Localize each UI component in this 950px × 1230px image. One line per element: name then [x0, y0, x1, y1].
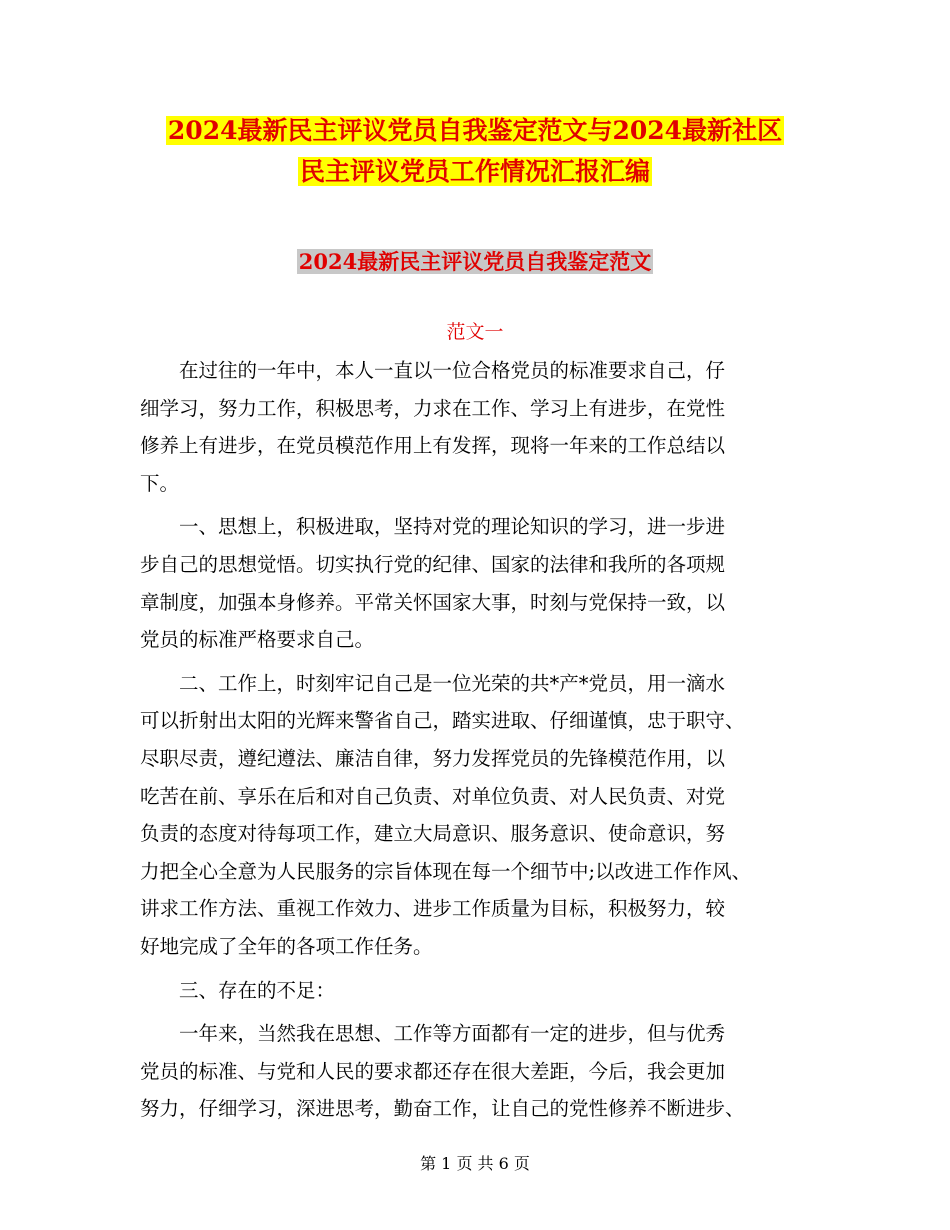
document-title-line-1: [0, 111, 950, 151]
paragraph-line: 力把全心全意为人民服务的宗旨体现在每一个细节中;以改进工作作风、: [140, 859, 752, 883]
paragraph-line: 党员的标准严格要求自己。: [140, 628, 375, 652]
page-footer: 第 1 页 共 6 页: [420, 1154, 530, 1173]
document-title-line-2: [0, 152, 950, 192]
body-paragraph: [140, 972, 820, 1010]
paragraph-line: 三、存在的不足：: [179, 978, 336, 1002]
body-paragraph: [140, 352, 820, 502]
body-paragraph: [140, 665, 820, 966]
paragraph-line: 努力，仔细学习，深进思考，勤奋工作，让自己的党性修养不断进步、: [140, 1097, 745, 1121]
document-subtitle: [0, 244, 950, 280]
paragraph-line: 章制度，加强本身修养。平常关怀国家大事，时刻与党保持一致，以: [140, 590, 726, 614]
title-highlight-1: 2024最新民主评议党员自我鉴定范文与2024最新社区: [167, 116, 783, 145]
paragraph-line: 尽职尽责，遵纪遵法、廉洁自律，努力发挥党员的先锋模范作用，以: [140, 746, 726, 770]
paragraph-line: 讲求工作方法、重视工作效力、进步工作质量为目标，积极努力，较: [140, 897, 726, 921]
paragraph-line: 细学习，努力工作，积极思考，力求在工作、学习上有进步，在党性: [140, 396, 726, 420]
paragraph-line: 下。: [140, 471, 180, 495]
paragraph-line: 二、工作上，时刻牢记自己是一位光荣的共*产*党员，用一滴水: [179, 671, 726, 695]
paragraph-line: 步自己的思想觉悟。切实执行党的纪律、国家的法律和我所的各项规: [140, 552, 726, 576]
subtitle-highlight: 2024最新民主评议党员自我鉴定范文: [298, 249, 652, 274]
body-text: [140, 352, 820, 1128]
paragraph-line: 负责的态度对待每项工作，建立大局意识、服务意识、使命意识，努: [140, 822, 726, 846]
paragraph-line: 党员的标准、与党和人民的要求都还存在很大差距，今后，我会更加: [140, 1059, 726, 1083]
paragraph-line: 好地完成了全年的各项工作任务。: [140, 934, 433, 958]
title-highlight-2: 民主评议党员工作情况汇报汇编: [299, 157, 650, 186]
paragraph-line: 吃苦在前、享乐在后和对自己负责、对单位负责、对人民负责、对党: [140, 784, 726, 808]
paragraph-line: 可以折射出太阳的光辉来警省自己，踏实进取、仔细谨慎，忠于职守、: [140, 709, 745, 733]
paragraph-line: 修养上有进步，在党员模范作用上有发挥，现将一年来的工作总结以: [140, 434, 726, 458]
paragraph-line: 一、思想上，积极进取，坚持对党的理论知识的学习，进一步进: [179, 515, 726, 539]
section-label: 范文一: [446, 321, 504, 343]
body-paragraph: [140, 508, 820, 658]
body-paragraph: [140, 1015, 820, 1128]
paragraph-line: 一年来，当然我在思想、工作等方面都有一定的进步，但与优秀: [179, 1022, 726, 1046]
paragraph-line: 在过往的一年中，本人一直以一位合格党员的标准要求自己，仔: [179, 359, 726, 382]
